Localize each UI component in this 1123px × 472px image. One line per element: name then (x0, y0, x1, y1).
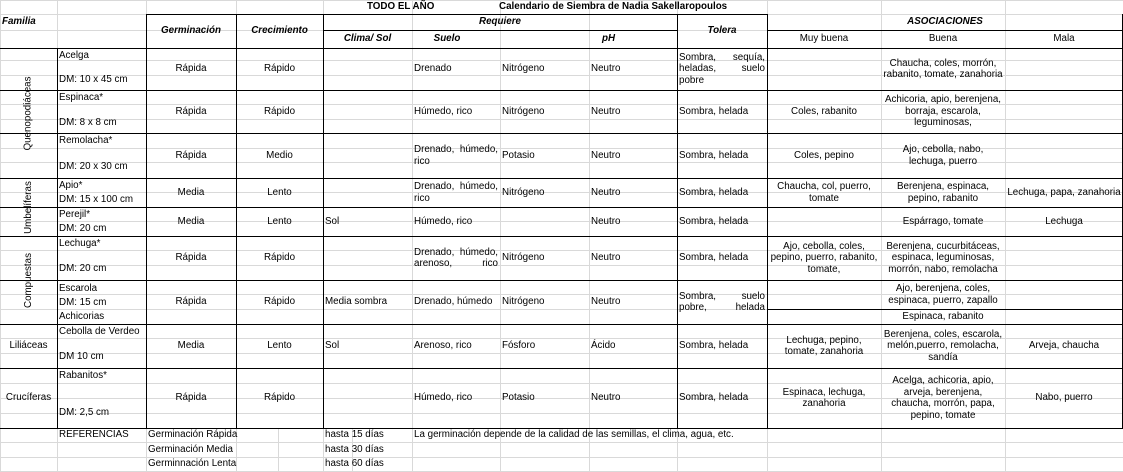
nutriente-cell[interactable]: Fósforo (502, 340, 536, 352)
crecimiento-cell[interactable]: Medio (266, 149, 293, 161)
mala-cell[interactable]: Lechuga (1045, 215, 1083, 227)
clima-cell[interactable]: Sol (325, 340, 340, 352)
ph-cell[interactable]: Neutro (591, 149, 621, 161)
buena-cell[interactable]: Berenjena, cucurbitáceas, espinaca, leguminosas, morrón, nabo, remolacha (886, 240, 1000, 275)
plant-dm[interactable]: DM: 15 x 100 cm (59, 194, 134, 205)
mala-cell[interactable] (1005, 280, 1123, 324)
buena-cell[interactable]: Espárrago, tomate (902, 215, 984, 227)
reference-days[interactable]: hasta 30 días (325, 443, 384, 455)
germinacion-cell[interactable]: Rápida (175, 252, 207, 264)
title-calendar[interactable]: Calendario de Siembra de Nadia Sakellaropoulos (499, 1, 728, 13)
family-label[interactable]: Liliáceas (9, 340, 48, 352)
suelo-cell[interactable]: Drenado (414, 63, 452, 75)
tolera-cell[interactable]: Sombra, suelo pobre, helada (679, 290, 765, 313)
ph-cell[interactable]: Neutro (591, 186, 621, 198)
muy-buena-cell[interactable]: Coles, pepino (794, 149, 854, 161)
suelo-cell[interactable]: Drenado, húmedo (414, 296, 493, 308)
nutriente-cell[interactable]: Potasio (502, 149, 535, 161)
buena-cell[interactable]: Acelga, achicoria, apio, arveja, berenjena, chaucha, morrón, papa, pepino, tomate (891, 375, 995, 421)
mala-cell[interactable] (1005, 236, 1123, 280)
crecimiento-cell[interactable]: Rápido (263, 63, 296, 75)
plant-name[interactable]: Cebolla de Verdeo (59, 326, 140, 338)
suelo-cell[interactable]: Drenado, húmedo, rico (414, 181, 498, 204)
nutriente-cell[interactable]: Potasio (502, 392, 535, 404)
reference-germination[interactable]: Germinación Media (148, 443, 233, 455)
buena-cell[interactable]: Achicoria, apio, berenjena, borraja, escarola, leguminosas, (884, 94, 1001, 129)
reference-days[interactable]: hasta 15 días (325, 429, 384, 441)
header-buena[interactable]: Buena (928, 33, 958, 45)
crecimiento-cell[interactable]: Lento (267, 215, 292, 227)
muy-buena-cell[interactable]: Chaucha, col, puerro, tomate (777, 181, 871, 204)
germinacion-cell[interactable]: Rápida (175, 296, 207, 308)
family-label[interactable] (23, 48, 33, 178)
clima-cell[interactable] (323, 90, 412, 133)
family-label-text: Compuestas (22, 252, 34, 308)
tolera-cell[interactable]: Sombra, helada (679, 186, 749, 198)
nutriente-cell[interactable] (500, 207, 589, 236)
family-label-text: Umbelíferas (22, 180, 34, 234)
germinacion-cell[interactable]: Rápida (175, 149, 207, 161)
crecimiento-cell[interactable]: Rápido (263, 392, 296, 404)
family-label-text: Quenopodiáceas (22, 75, 34, 151)
plant-dm[interactable]: DM: 20 cm (59, 223, 107, 234)
tolera-cell[interactable]: Sombra, sequía, heladas, suelo pobre (679, 51, 765, 86)
tolera-cell[interactable]: Sombra, helada (679, 215, 749, 227)
header-ph[interactable]: pH (602, 33, 616, 45)
buena-cell[interactable]: Espinaca, rabanito (902, 310, 984, 322)
germinacion-cell[interactable]: Media (177, 215, 205, 227)
ph-cell[interactable]: Neutro (591, 105, 621, 117)
crecimiento-cell[interactable]: Lento (267, 340, 292, 352)
mala-cell[interactable] (1005, 133, 1123, 178)
crecimiento-cell[interactable]: Rápido (263, 252, 296, 264)
suelo-cell[interactable]: Húmedo, rico (414, 392, 473, 404)
border-subrow (57, 280, 146, 281)
header-tolera[interactable]: Tolera (707, 25, 737, 37)
nutriente-cell[interactable]: Nitrógeno (502, 105, 545, 117)
nutriente-cell[interactable]: Nitrógeno (502, 186, 545, 198)
crecimiento-cell[interactable]: Lento (267, 186, 292, 198)
references-note[interactable]: La germinación depende de la calidad de las semillas, el clima, agua, etc. (414, 429, 734, 441)
muy-buena-cell[interactable]: Ajo, cebolla, coles, pepino, puerro, rabanito, tomate, (770, 240, 878, 275)
germinacion-cell[interactable]: Rápida (175, 63, 207, 75)
header-germinacion[interactable]: Germinación (161, 25, 221, 37)
reference-germination[interactable]: Germinación Rápida (148, 429, 238, 441)
mala-cell[interactable] (1005, 48, 1123, 90)
suelo-cell[interactable]: Arenoso, rico (414, 340, 472, 352)
tolera-cell[interactable]: Sombra, helada (679, 105, 749, 117)
germinacion-cell[interactable]: Media (177, 186, 205, 198)
plant-dm[interactable]: DM: 8 x 8 cm (59, 116, 117, 128)
header-crecimiento[interactable]: Crecimiento (251, 25, 308, 37)
mala-cell[interactable]: Lechuga, papa, zanahoria (1007, 186, 1121, 198)
clima-cell[interactable] (323, 48, 412, 90)
grid-col-line (278, 428, 279, 471)
muy-buena-cell[interactable] (767, 280, 881, 324)
buena-cell[interactable]: Berenjena, coles, escarola, melón,puerro, remolacha, sandía (883, 328, 1003, 363)
suelo-cell[interactable]: Húmedo, rico (414, 105, 473, 117)
clima-cell[interactable]: Media sombra (325, 296, 388, 308)
plant-name[interactable]: Escarola (59, 283, 98, 295)
nutriente-cell[interactable]: Nitrógeno (502, 63, 545, 75)
plant-extra[interactable]: Achicorias (59, 311, 105, 323)
plant-name[interactable]: Rabanitos* (59, 370, 107, 382)
header-familia[interactable]: Familia (2, 16, 36, 28)
family-label[interactable] (23, 236, 33, 324)
header-requiere[interactable]: Requiere (479, 16, 521, 28)
plant-name[interactable]: Espinaca* (59, 92, 104, 104)
clima-cell[interactable] (323, 178, 412, 207)
germinacion-cell[interactable]: Rápida (175, 105, 207, 117)
header-clima[interactable]: Clima/ Sol (343, 33, 392, 45)
clima-cell[interactable] (323, 368, 412, 428)
suelo-cell[interactable]: Drenado, húmedo, arenoso, rico (414, 246, 498, 269)
muy-buena-cell[interactable]: Coles, rabanito (791, 105, 857, 117)
plant-name[interactable]: Acelga (59, 50, 89, 62)
plant-dm[interactable]: DM: 20 x 30 cm (59, 161, 128, 172)
references-label[interactable]: REFERENCIAS (59, 429, 129, 441)
title-year[interactable]: TODO EL AÑO (367, 1, 435, 13)
suelo-cell[interactable]: Húmedo, rico (414, 215, 473, 227)
mala-cell[interactable] (1005, 90, 1123, 133)
mala-cell[interactable]: Nabo, puerro (1035, 392, 1093, 404)
header-asociaciones[interactable]: ASOCIACIONES (907, 16, 983, 28)
ph-cell[interactable]: Neutro (591, 215, 621, 227)
ph-cell[interactable]: Neutro (591, 252, 621, 264)
reference-days[interactable]: hasta 60 días (325, 458, 384, 470)
ph-cell[interactable]: Neutro (591, 296, 621, 308)
muy-buena-cell[interactable]: Espinaca, lechuga, zanahoria (782, 386, 866, 409)
suelo-cell[interactable]: Drenado, húmedo, rico (414, 144, 498, 167)
clima-cell[interactable] (323, 236, 412, 280)
crecimiento-cell[interactable]: Rápido (263, 105, 296, 117)
buena-cell[interactable]: Ajo, cebolla, nabo, lechuga, puerro (902, 144, 984, 167)
buena-cell[interactable]: Ajo, berenjena, coles, espinaca, puerro, zapallo (888, 283, 998, 306)
tolera-cell[interactable]: Sombra, helada (679, 340, 749, 352)
family-label[interactable]: Crucíferas (5, 392, 52, 404)
clima-cell[interactable] (323, 133, 412, 178)
plant-name[interactable]: Apio* (59, 180, 83, 192)
header-muy-buena[interactable]: Muy buena (799, 33, 849, 45)
nutriente-cell[interactable]: Nitrógeno (502, 296, 545, 308)
muy-buena-cell[interactable]: Lechuga, pepino, tomate, zanahoria (784, 334, 864, 357)
header-mala[interactable]: Mala (1053, 33, 1075, 45)
plant-name[interactable]: Perejil* (59, 209, 91, 221)
plant-dm[interactable]: DM: 15 cm (59, 297, 107, 309)
plant-dm[interactable]: DM: 2,5 cm (59, 407, 110, 419)
crecimiento-cell[interactable]: Rápido (263, 296, 296, 308)
family-label[interactable] (23, 178, 33, 236)
plant-name[interactable]: Lechuga* (59, 238, 101, 250)
tolera-cell[interactable]: Sombra, helada (679, 392, 749, 404)
mala-cell[interactable]: Arveja, chaucha (1028, 340, 1100, 352)
tolera-cell[interactable]: Sombra, helada (679, 252, 749, 264)
plant-dm[interactable]: DM: 10 x 45 cm (59, 73, 128, 85)
ph-cell[interactable]: Neutro (591, 392, 621, 404)
header-suelo[interactable]: Suelo (433, 33, 461, 45)
germinacion-cell[interactable]: Rápida (175, 392, 207, 404)
ph-cell[interactable]: Neutro (591, 63, 621, 75)
plant-dm[interactable]: DM: 20 cm (59, 263, 107, 275)
muy-buena-cell[interactable] (767, 48, 881, 90)
buena-cell[interactable]: Chaucha, coles, morrón, rabanito, tomate, zanahoria (883, 57, 1003, 80)
tolera-cell[interactable]: Sombra, helada (679, 149, 749, 161)
muy-buena-cell[interactable] (767, 207, 881, 236)
nutriente-cell[interactable]: Nitrógeno (502, 252, 545, 264)
plant-dm[interactable]: DM 10 cm (59, 351, 104, 363)
plant-name[interactable]: Remolacha* (59, 135, 113, 147)
germinacion-cell[interactable]: Media (177, 340, 205, 352)
buena-cell[interactable]: Berenjena, espinaca, pepino, rabanito (896, 181, 990, 204)
reference-germination[interactable]: Germinnación Lenta (148, 458, 237, 470)
clima-cell[interactable]: Sol (325, 215, 340, 227)
ph-cell[interactable]: Ácido (591, 340, 616, 352)
